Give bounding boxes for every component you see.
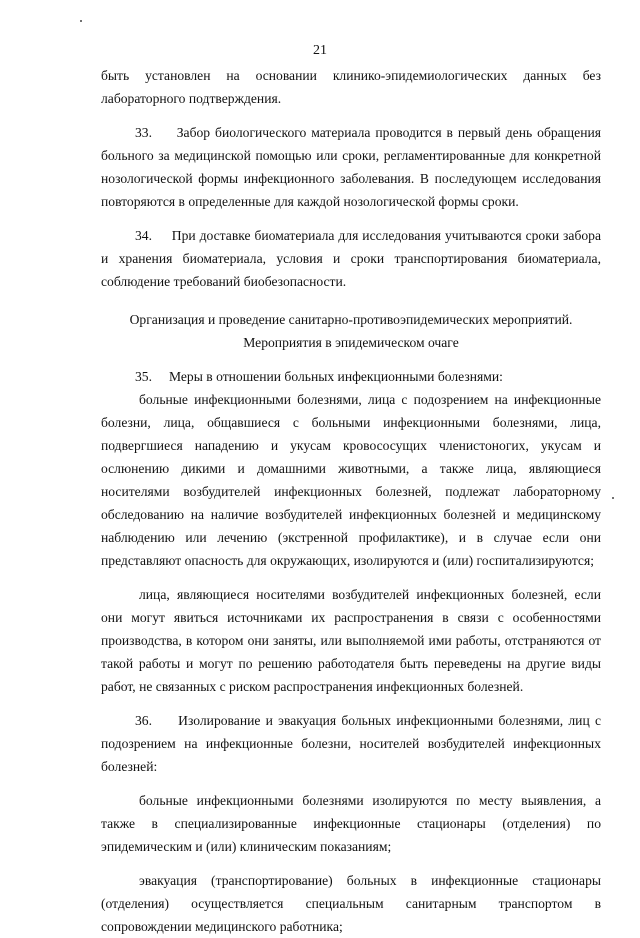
paragraph-34: 34. При доставке биоматериала для исследования учитываются сроки забора и хранения биоматериала, условия и сроки транспортирования биоматериала, соблюдение требований биобезопасности. xyxy=(101,228,601,289)
paragraph-35-item-2: лица, являющиеся носителями возбудителей инфекционных болезней, если они могут явиться источниками их распространения в связи с особенностями производства, в котором они заняты, или выполняемой ими работы, отстраняются от такой работы и могут по решению работодателя быть переведены на другие виды работ, не связанных с риском распространения инфекционных болезней. xyxy=(101,587,601,694)
scan-speck xyxy=(612,497,614,499)
scan-speck xyxy=(80,20,82,22)
paragraph-33: 33. Забор биологического материала проводится в первый день обращения больного за медицинской помощью или сроки, регламентированные для конкретной нозологической формы инфекционного заболевания. В последующем исследования повторяются в определенные для каждой нозологической формы сроки. xyxy=(101,125,601,209)
document-body xyxy=(101,64,601,938)
paragraph-36-item-1: больные инфекционными болезнями изолируются по месту выявления, а также в специализированные инфекционные стационары (отделения) по эпидемическим и (или) клиническим показаниям; xyxy=(101,793,601,854)
subsection-heading: Мероприятия в эпидемическом очаге xyxy=(243,335,459,350)
paragraph-35: 35. Меры в отношении больных инфекционными болезнями: xyxy=(135,369,503,384)
page-number: 21 xyxy=(313,43,327,58)
section-heading: Организация и проведение санитарно-противоэпидемических мероприятий. xyxy=(129,312,573,327)
paragraph-36-item-2: эвакуация (транспортирование) больных в инфекционные стационары (отделения) осуществляется специальным санитарным транспортом в сопровождении медицинского работника; xyxy=(101,873,601,934)
paragraph-35-item-1: больные инфекционными болезнями, лица с подозрением на инфекционные болезни, лица, общавшиеся с больными инфекционными болезнями, лица, подвергшиеся нападению и укусам кровососущих членистоногих, укусам и ослюнению дикими и домашними животными, а также лица, являющиеся носителями возбудителей инфекционных болезней, подлежат лабораторному обследованию на наличие возбудителей инфекционных болезней и медицинскому наблюдению или лечению (экстренной профилактике), и в случае если они представляют опасность для окружающих, изолируются и (или) госпитализируются; xyxy=(101,392,601,568)
paragraph-continuation: быть установлен на основании клинико-эпидемиологических данных без лабораторного подтверждения. xyxy=(101,68,601,106)
paragraph-36: 36. Изолирование и эвакуация больных инфекционными болезнями, лиц с подозрением на инфекционные болезни, носителей возбудителей инфекционных болезней: xyxy=(101,713,601,774)
